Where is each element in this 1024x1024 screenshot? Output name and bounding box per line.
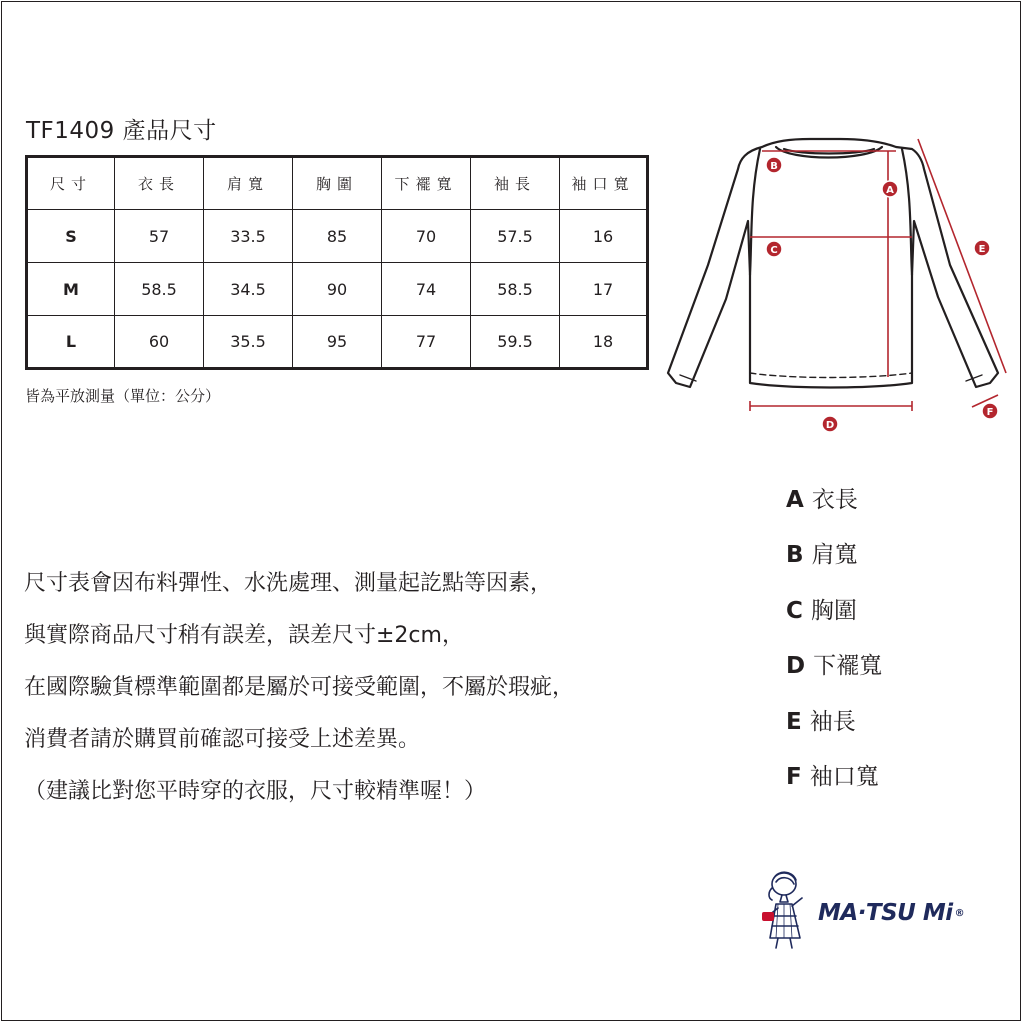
table-cell: 58.5 — [115, 263, 204, 316]
size-table — [25, 155, 649, 370]
table-row — [27, 210, 648, 263]
measure-e — [918, 139, 1006, 373]
registered-mark: ® — [954, 908, 965, 919]
marker-c: C — [770, 245, 778, 256]
legend-letter: C — [786, 597, 803, 624]
legend-item — [786, 478, 882, 533]
legend-letter: A — [786, 487, 804, 513]
left-armhole — [750, 149, 760, 275]
table-cell: 59.5 — [471, 316, 560, 369]
table-cell: 18 — [560, 316, 648, 369]
table-cell: 95 — [293, 316, 382, 369]
disclaimer-line: 尺寸表會因布料彈性、水洗處理、測量起訖點等因素， — [24, 571, 553, 596]
table-cell: 57.5 — [471, 210, 560, 263]
measurement-note: 皆為平放測量（單位：公分） — [25, 387, 221, 405]
table-row — [27, 263, 648, 316]
table-cell: 60 — [115, 316, 204, 369]
legend-item — [786, 700, 882, 755]
legend-label: 衣長 — [811, 487, 858, 513]
legend-letter: E — [786, 708, 802, 735]
table-cell: 34.5 — [204, 263, 293, 316]
marker-d: D — [825, 420, 835, 431]
right-armhole — [902, 149, 912, 275]
legend-letter: D — [786, 653, 806, 680]
table-cell: 16 — [560, 210, 648, 263]
table-cell: 77 — [382, 316, 471, 369]
table-cell: 58.5 — [471, 263, 560, 316]
table-row — [27, 316, 648, 369]
legend-label: 下襬寬 — [813, 653, 883, 680]
table-cell: 33.5 — [204, 210, 293, 263]
disclaimer-line: 消費者請於購買前確認可接受上述差異。 — [24, 727, 421, 752]
table-cell: 57 — [115, 210, 204, 263]
legend-label: 袖口寬 — [809, 763, 879, 790]
table-cell: 74 — [382, 263, 471, 316]
disclaimer-line: 與實際商品尺寸稍有誤差，誤差尺寸±2cm， — [24, 623, 464, 648]
marker-b: B — [770, 161, 778, 172]
legend-label: 胸圍 — [810, 597, 857, 624]
shirt-outline — [668, 139, 998, 388]
legend-letter: F — [786, 763, 802, 790]
brand-logo-text: MA·TSU Mi — [818, 900, 953, 926]
header-size: 尺寸 — [27, 157, 115, 210]
table-header-row — [27, 157, 648, 210]
brand-girl-icon — [752, 868, 816, 950]
legend-item — [786, 533, 882, 588]
table-cell: L — [27, 316, 115, 369]
table-cell: 17 — [560, 263, 648, 316]
legend-label: 肩寬 — [811, 542, 858, 569]
disclaimer-line: （建議比對您平時穿的衣服，尺寸較精準喔！） — [24, 779, 487, 804]
header-sleeve: 袖長 — [471, 157, 560, 210]
marker-f: F — [986, 407, 994, 418]
table-cell: 90 — [293, 263, 382, 316]
table-cell: 85 — [293, 210, 382, 263]
garment-diagram — [650, 125, 1010, 435]
legend-item — [786, 755, 882, 810]
page-title: TF1409 產品尺寸 — [26, 118, 217, 144]
header-cuff: 袖口寬 — [560, 157, 648, 210]
table-cell: 35.5 — [204, 316, 293, 369]
neckline — [776, 147, 882, 158]
header-length: 衣長 — [115, 157, 204, 210]
table-cell: 70 — [382, 210, 471, 263]
marker-a: A — [886, 185, 894, 196]
header-shoulder: 肩寬 — [204, 157, 293, 210]
legend-item — [786, 589, 882, 644]
header-chest: 胸圍 — [293, 157, 382, 210]
measurement-legend — [786, 478, 882, 810]
size-disclaimer — [24, 558, 574, 818]
header-hem: 下襬寬 — [382, 157, 471, 210]
disclaimer-line: 在國際驗貨標準範圍都是屬於可接受範圍，不屬於瑕疵， — [24, 675, 575, 700]
brand-logo — [818, 900, 964, 926]
legend-label: 袖長 — [809, 708, 856, 735]
legend-letter: B — [786, 542, 804, 569]
legend-item — [786, 644, 882, 699]
table-cell: M — [27, 263, 115, 316]
marker-e: E — [978, 244, 986, 255]
table-cell: S — [27, 210, 115, 263]
